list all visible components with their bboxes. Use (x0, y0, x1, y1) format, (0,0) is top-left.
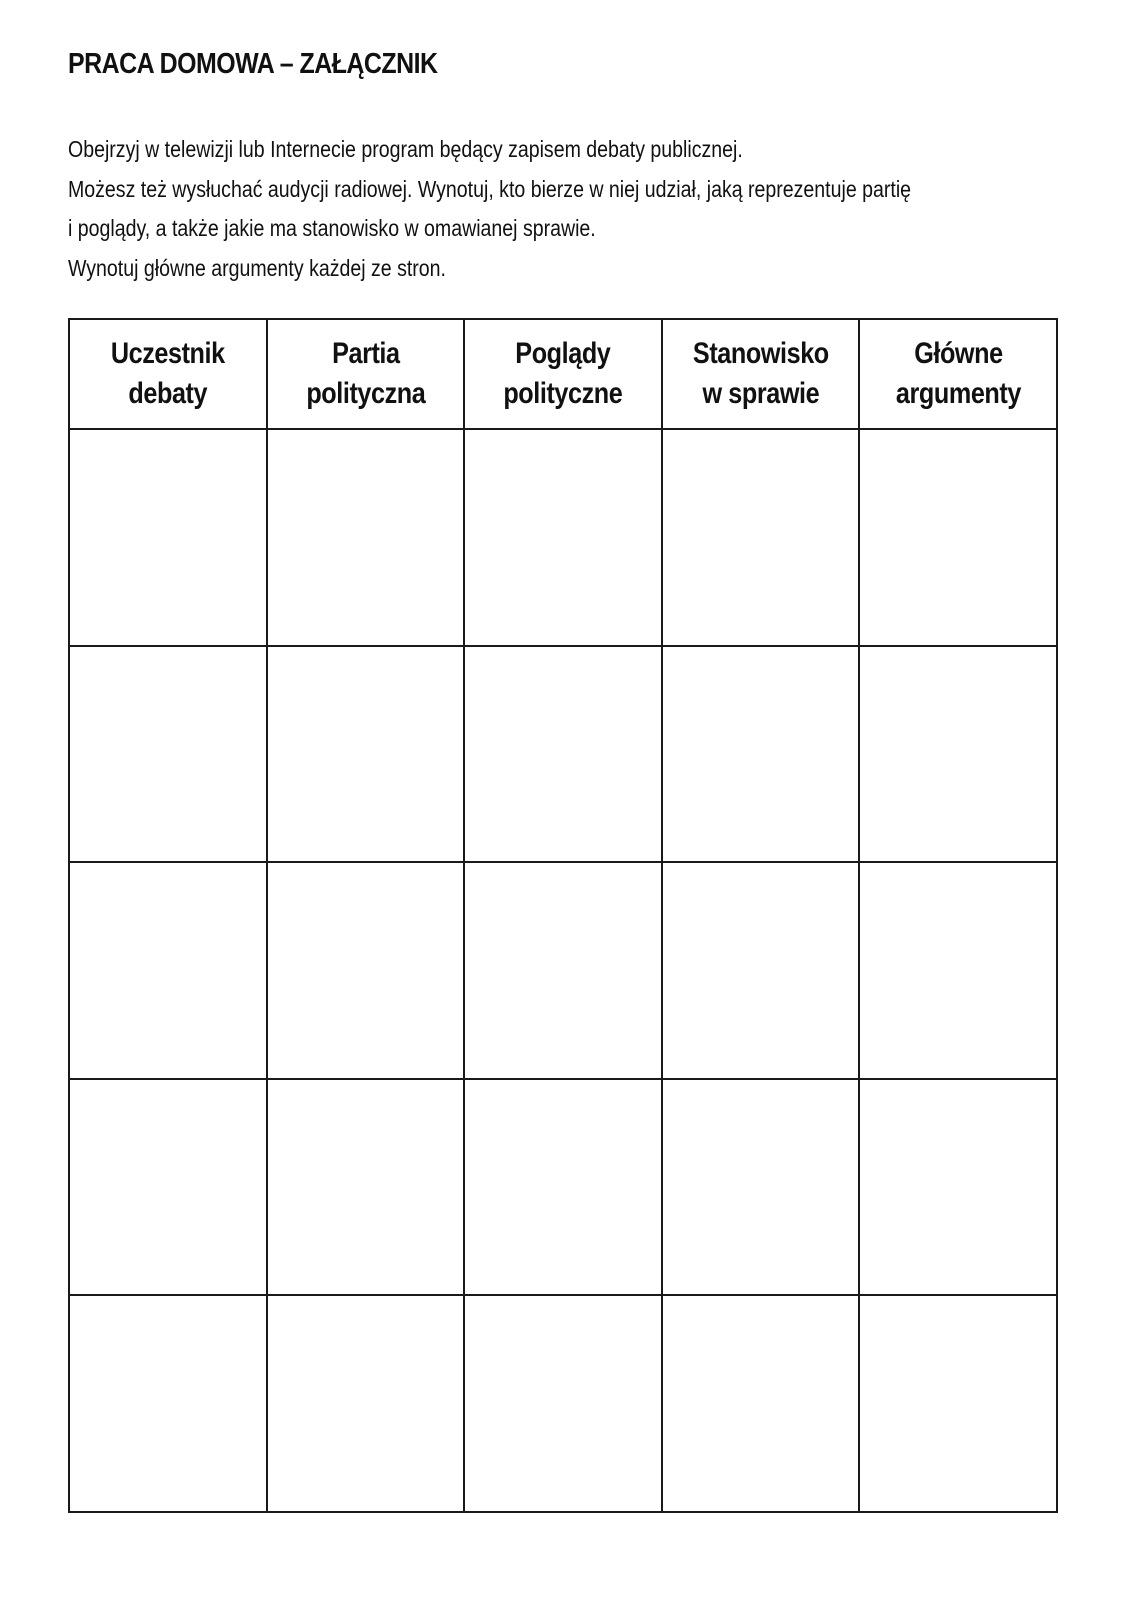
table-cell-arguments[interactable] (859, 1079, 1057, 1296)
table-cell-views[interactable] (464, 862, 662, 1079)
table-cell-participant[interactable] (69, 1079, 267, 1296)
table-cell-arguments[interactable] (859, 646, 1057, 863)
header-position (662, 319, 860, 429)
header-label-line: Uczestnik (110, 337, 225, 370)
table-cell-arguments[interactable] (859, 862, 1057, 1079)
header-label-line: w sprawie (702, 377, 819, 410)
table-cell-participant[interactable] (69, 862, 267, 1079)
table-row (69, 862, 1057, 1079)
header-party (267, 319, 465, 429)
table-cell-views[interactable] (464, 1079, 662, 1296)
header-label-line: argumenty (895, 377, 1021, 410)
page-title: PRACA DOMOWA – ZAŁĄCZNIK (68, 48, 438, 80)
header-label-line: Partia (331, 337, 400, 370)
table-cell-arguments[interactable] (859, 1295, 1057, 1512)
table-row (69, 646, 1057, 863)
table-cell-position[interactable] (662, 862, 860, 1079)
table-cell-participant[interactable] (69, 429, 267, 646)
table-cell-arguments[interactable] (859, 429, 1057, 646)
table-cell-views[interactable] (464, 646, 662, 863)
table-cell-party[interactable] (267, 1295, 465, 1512)
table-cell-views[interactable] (464, 1295, 662, 1512)
header-views (464, 319, 662, 429)
header-label-line: Główne (913, 337, 1003, 370)
instruction-line: i poglądy, a także jakie ma stanowisko w omawianej sprawie. (68, 215, 596, 241)
table-cell-position[interactable] (662, 1079, 860, 1296)
table-cell-party[interactable] (267, 429, 465, 646)
table-cell-views[interactable] (464, 429, 662, 646)
instruction-line: Możesz też wysłuchać audycji radiowej. Wynotuj, kto bierze w niej udział, jaką reprezentuje partię (68, 175, 912, 202)
table-cell-participant[interactable] (69, 1295, 267, 1512)
table-cell-position[interactable] (662, 646, 860, 863)
header-label-line: Poglądy (515, 337, 611, 370)
table-cell-party[interactable] (267, 1079, 465, 1296)
table-cell-position[interactable] (662, 1295, 860, 1512)
table-row (69, 429, 1057, 646)
table-cell-position[interactable] (662, 429, 860, 646)
header-arguments (859, 319, 1057, 429)
instruction-line: Obejrzyj w telewizji lub Internecie program będący zapisem debaty publicznej. (68, 136, 743, 162)
instructions (68, 130, 1046, 288)
header-label-line: polityczna (305, 377, 425, 410)
header-label-line: polityczne (503, 377, 623, 410)
table-row (69, 1295, 1057, 1512)
debate-notes-table (68, 318, 1058, 1513)
table-cell-party[interactable] (267, 862, 465, 1079)
table-header-row (69, 319, 1057, 429)
table-cell-participant[interactable] (69, 646, 267, 863)
table-cell-party[interactable] (267, 646, 465, 863)
header-participant (69, 319, 267, 429)
instruction-line: Wynotuj główne argumenty każdej ze stron. (68, 254, 446, 281)
header-label-line: debaty (128, 377, 208, 410)
header-label-line: Stanowisko (692, 337, 829, 370)
table-row (69, 1079, 1057, 1296)
